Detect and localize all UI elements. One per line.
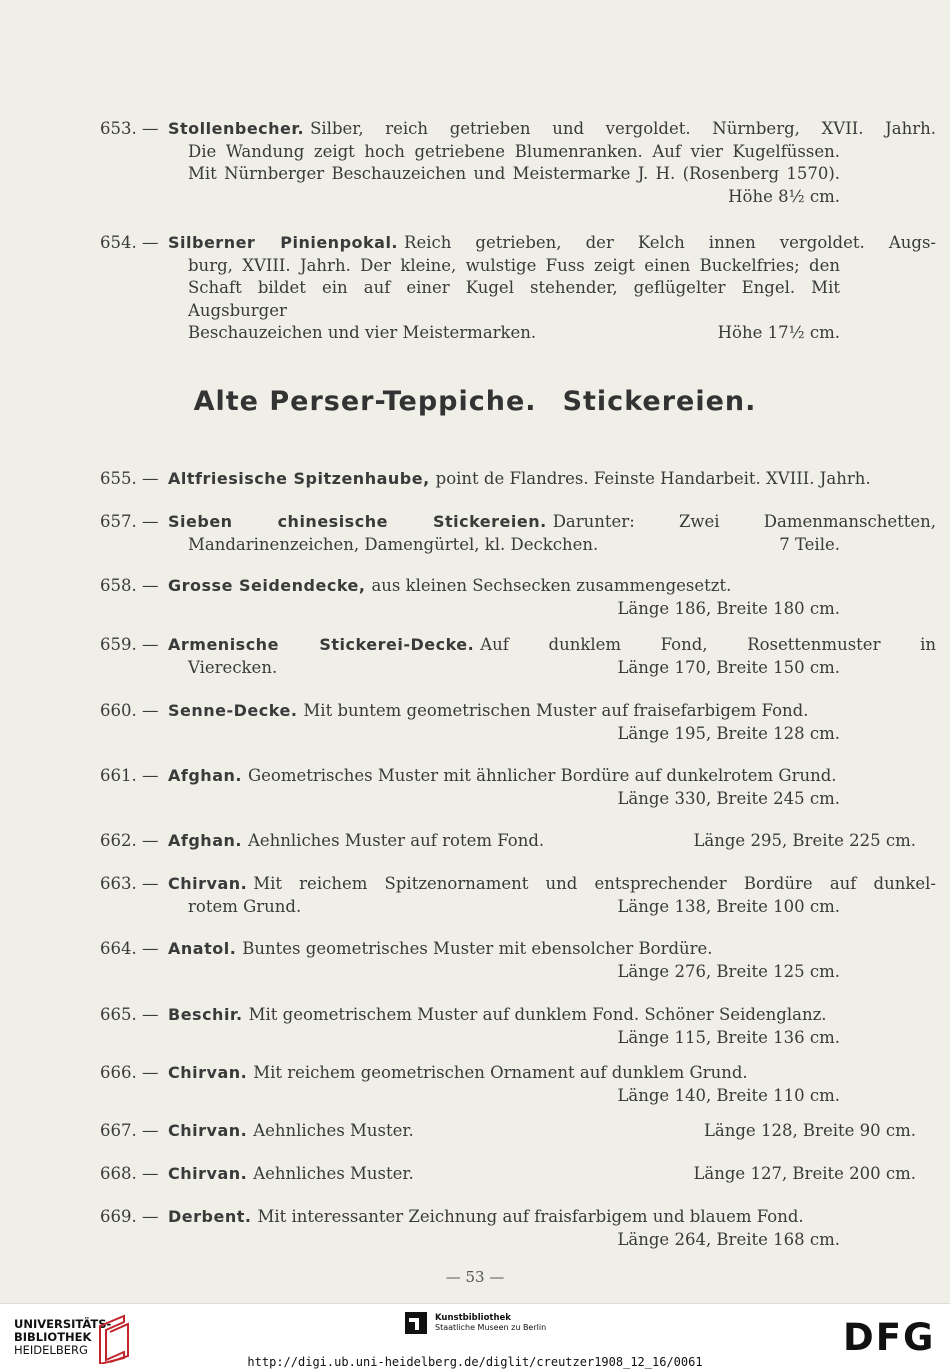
entry-text: burg, XVIII. Jahrh. Der kleine, wulstige Fuss zeigt einen Buckelfries; den — [188, 255, 840, 275]
entry-number: 661. — — [100, 766, 159, 785]
entry-title: Stollenbecher. — [168, 119, 305, 138]
entry-number: 662. — — [100, 831, 159, 850]
entry-661 — [100, 765, 840, 810]
entry-title: Grosse Seidendecke, — [168, 576, 366, 595]
entry-title: Sieben chinesische Stickereien. — [168, 512, 547, 531]
entry-668 — [100, 1163, 916, 1186]
entry-text: Mit buntem geometrischen Muster auf fraisefarbigem Fond. — [303, 701, 809, 720]
entry-measure: Höhe 8½ cm. — [728, 186, 840, 206]
entry-title: Chirvan. — [168, 1063, 248, 1082]
entry-660 — [100, 700, 840, 745]
entry-number: 663. — — [100, 874, 159, 893]
entry-measure: Länge 264, Breite 168 cm. — [617, 1229, 840, 1249]
entry-number: 657. — — [100, 512, 159, 531]
entry-text: Mit interessanter Zeichnung auf fraisfarbigem und blauem Fond. — [257, 1207, 804, 1226]
entry-number: 660. — — [100, 701, 159, 720]
entry-title: Anatol. — [168, 939, 237, 958]
entry-text: Schaft bildet ein auf einer Kugel stehender, geflügelter Engel. Mit Augsburger — [188, 278, 840, 320]
entry-664 — [100, 938, 840, 983]
entry-653 — [100, 118, 936, 208]
entry-measure: Länge 128, Breite 90 cm. — [703, 1121, 916, 1140]
page-number: — 53 — — [445, 1268, 505, 1286]
entry-text: Die Wandung zeigt hoch getriebene Blumenranken. Auf vier Kugelfüssen. — [188, 141, 840, 161]
entry-text: Aehnliches Muster. — [253, 1121, 414, 1140]
entry-669 — [100, 1206, 840, 1251]
entry-measure: 7 Teile. — [779, 534, 840, 554]
entry-title: Beschir. — [168, 1005, 243, 1024]
entry-title: Derbent. — [168, 1207, 252, 1226]
entry-655 — [100, 468, 871, 491]
entry-number: 664. — — [100, 939, 159, 958]
entry-text: Auf dunklem Fond, Rosettenmuster in — [480, 635, 936, 654]
entry-title: Senne-Decke. — [168, 701, 298, 720]
dfg-logo[interactable]: DFG — [843, 1316, 936, 1359]
entry-number: 666. — — [100, 1063, 159, 1082]
entry-text: Reich getrieben, der Kelch innen vergoldet. Augs- — [404, 233, 936, 252]
entry-text: Mit geometrischem Muster auf dunklem Fond. Schöner Seidenglanz. — [248, 1005, 827, 1024]
entry-title: Afghan. — [168, 831, 242, 850]
entry-measure: Länge 195, Breite 128 cm. — [617, 723, 840, 743]
entry-title: Silberner Pinienpokal. — [168, 233, 399, 252]
entry-measure: Länge 170, Breite 150 cm. — [617, 657, 840, 677]
entry-text: rotem Grund. — [188, 896, 302, 916]
entry-title: Chirvan. — [168, 1164, 248, 1183]
entry-number: 654. — — [100, 233, 159, 252]
entry-662 — [100, 830, 916, 853]
entry-658 — [100, 575, 840, 620]
entry-measure: Länge 138, Breite 100 cm. — [617, 896, 840, 916]
entry-title: Armenische Stickerei-Decke. — [168, 635, 475, 654]
heidelberg-library-logo[interactable]: UNIVERSITÄTS- BIBLIOTHEK HEIDELBERG — [14, 1317, 112, 1357]
entry-measure: Höhe 17½ cm. — [717, 323, 840, 342]
entry-title: Altfriesische Spitzenhaube, — [168, 469, 430, 488]
entry-text: Vierecken. — [188, 657, 278, 677]
entry-measure: Länge 295, Breite 225 cm. — [693, 831, 916, 850]
entry-text: Geometrisches Muster mit ähnlicher Bordüre auf dunkelrotem Grund. — [247, 766, 837, 785]
entry-text: aus kleinen Sechsecken zusammengesetzt. — [371, 576, 732, 595]
entry-measure: Länge 127, Breite 200 cm. — [693, 1164, 916, 1183]
entry-measure: Länge 140, Breite 110 cm. — [617, 1085, 840, 1105]
entry-number: 655. — — [100, 469, 159, 488]
entry-654 — [100, 232, 936, 345]
entry-text: Mit reichem Spitzenornament und entsprechender Bordüre auf dunkel- — [253, 874, 936, 893]
entry-667 — [100, 1120, 916, 1143]
entry-text: Aehnliches Muster auf rotem Fond. — [247, 831, 545, 850]
entry-657 — [100, 511, 936, 556]
entry-663 — [100, 873, 936, 918]
entry-text: Mit Nürnberger Beschauzeichen und Meistermarke J. H. (Rosenberg 1570). — [188, 164, 840, 183]
entry-666 — [100, 1062, 840, 1107]
entry-number: 665. — — [100, 1005, 159, 1024]
entry-659 — [100, 634, 936, 679]
kunstbibliothek-emblem-icon — [405, 1312, 427, 1334]
entry-665 — [100, 1004, 840, 1049]
entry-number: 653. — — [100, 119, 159, 138]
entry-measure: Länge 115, Breite 136 cm. — [617, 1027, 840, 1047]
entry-number: 658. — — [100, 576, 159, 595]
footer-bar — [0, 1303, 950, 1372]
entry-title: Chirvan. — [168, 874, 248, 893]
entry-number: 659. — — [100, 635, 159, 654]
entry-text: Darunter: Zwei Damenmanschetten, — [552, 512, 936, 531]
entry-number: 668. — — [100, 1164, 159, 1183]
entry-title: Afghan. — [168, 766, 242, 785]
entry-text: point de Flandres. Feinste Handarbeit. XVIII. Jahrh. — [435, 469, 871, 488]
entry-text: Mit reichem geometrischen Ornament auf dunklem Grund. — [253, 1063, 748, 1082]
entry-number: 667. — — [100, 1121, 159, 1140]
permalink-url[interactable]: http://digi.ub.uni-heidelberg.de/diglit/creutzer1908_12_16/0061 — [247, 1355, 703, 1369]
entry-text: Aehnliches Muster. — [253, 1164, 414, 1183]
entry-text: Silber, reich getrieben und vergoldet. Nürnberg, XVII. Jahrh. — [310, 119, 936, 138]
entry-text: Buntes geometrisches Muster mit ebensolcher Bordüre. — [242, 939, 713, 958]
entry-number: 669. — — [100, 1207, 159, 1226]
entry-text: Mandarinenzeichen, Damengürtel, kl. Deckchen. — [188, 534, 599, 554]
entry-measure: Länge 186, Breite 180 cm. — [617, 598, 840, 618]
entry-title: Chirvan. — [168, 1121, 248, 1140]
section-heading: Alte Perser-Teppiche. Stickereien. — [193, 386, 757, 417]
entry-text: Beschauzeichen und vier Meistermarken. — [188, 323, 537, 342]
entry-measure: Länge 276, Breite 125 cm. — [617, 961, 840, 981]
kunstbibliothek-logo[interactable]: Kunstbibliothek Staatliche Museen zu Berlin — [405, 1312, 546, 1334]
entry-measure: Länge 330, Breite 245 cm. — [617, 788, 840, 808]
